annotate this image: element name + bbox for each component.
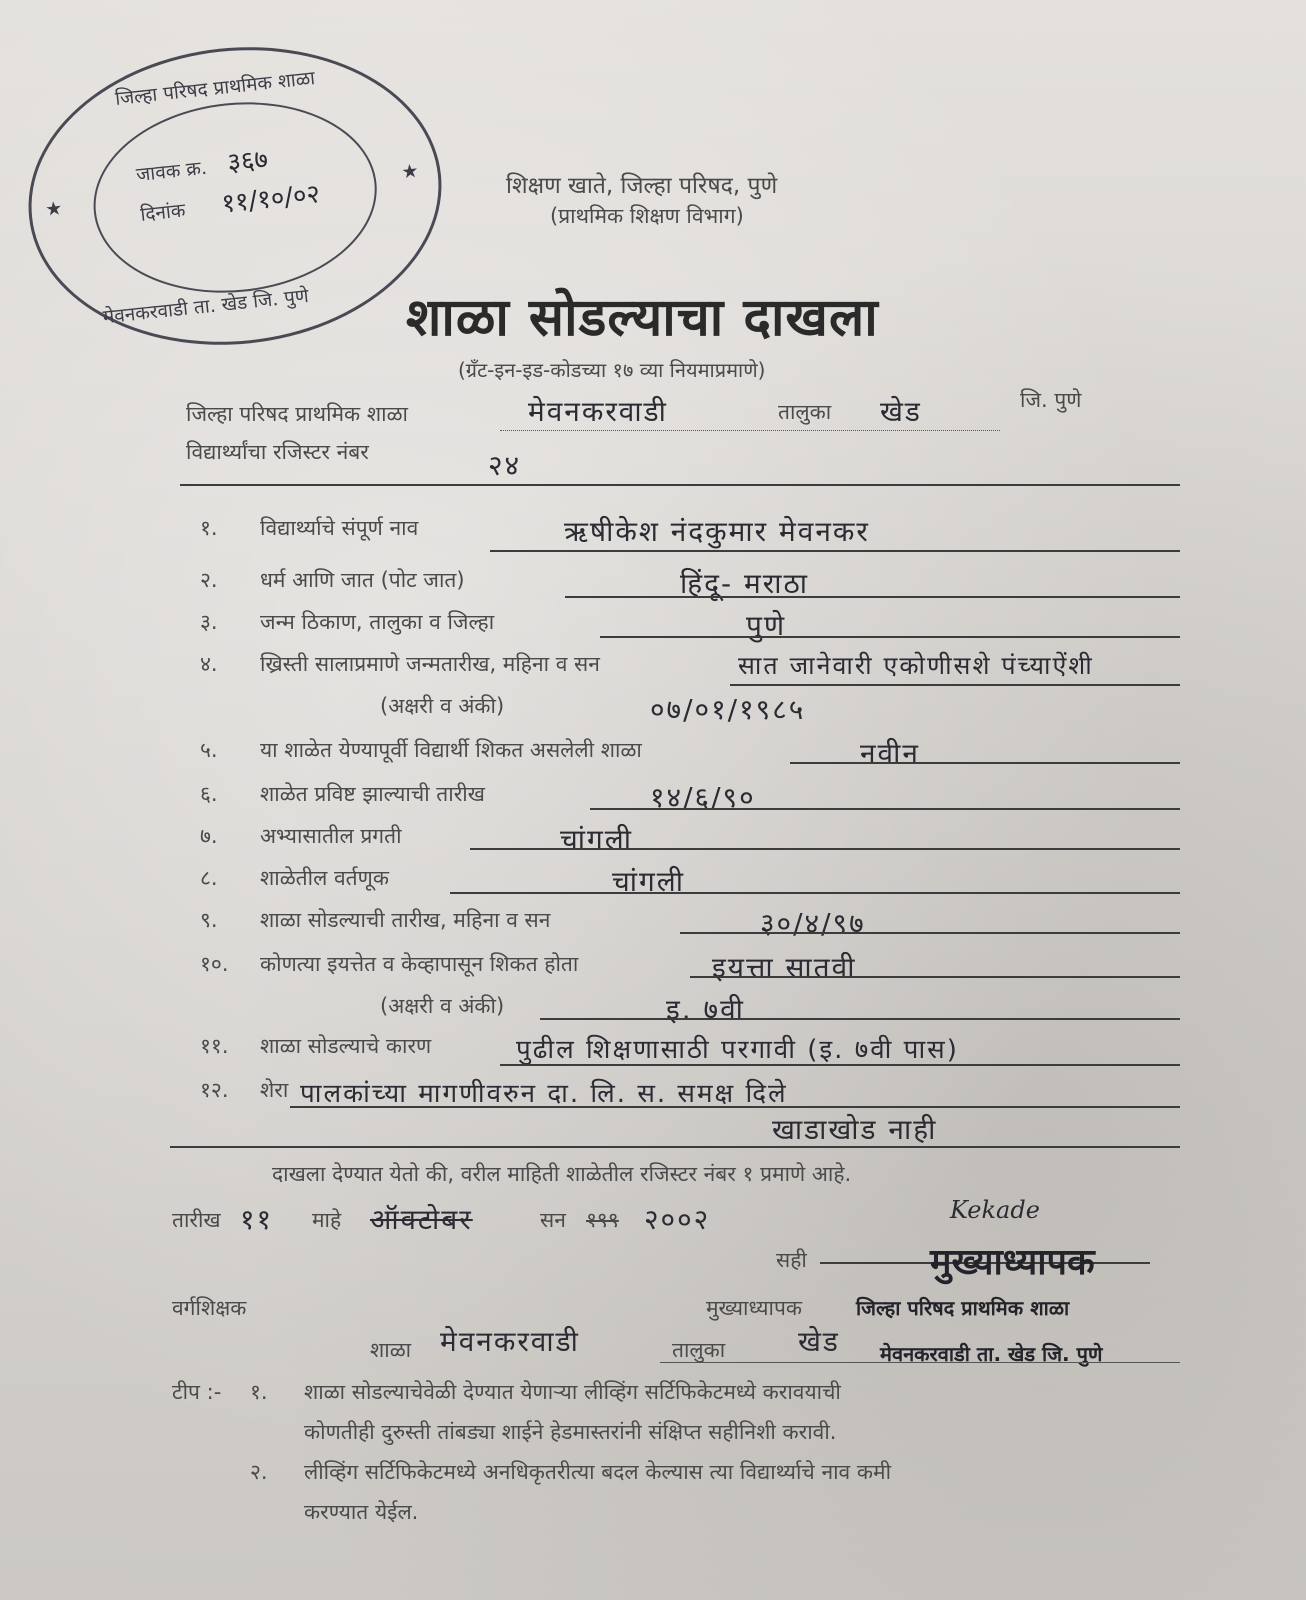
school-rubber-stamp-line1: जिल्हा परिषद प्राथमिक शाळा <box>856 1296 1070 1320</box>
rule-note: (ग्रँट-इन-इड-कोडच्या १७ व्या नियमाप्रमाणे) <box>458 358 766 382</box>
field-rule <box>450 892 1180 894</box>
field-value-birthdate-words: सात जानेवारी एकोणीसशे पंच्याऐंशी <box>738 651 1094 680</box>
note-2-line-2: करण्यात येईल. <box>304 1500 419 1524</box>
school-line-rule <box>500 430 1000 431</box>
taluka-value: खेड <box>880 395 922 428</box>
field-row-7 <box>200 822 402 850</box>
field-row-10b <box>200 992 504 1020</box>
field-row-4 <box>200 650 600 678</box>
field-number: १२. <box>200 1078 229 1102</box>
field-value-previous-school: नवीन <box>860 737 920 770</box>
field-row-12 <box>200 1076 288 1104</box>
field-number: ७. <box>200 824 218 848</box>
footer-taluka-label: तालुका <box>672 1338 726 1362</box>
field-rule <box>500 1064 1180 1066</box>
field-rule <box>565 596 1180 598</box>
sahi-label: सही <box>776 1248 807 1272</box>
field-value-admission-date: १४/६/९० <box>650 781 756 814</box>
register-label: विद्यार्थ्यांचा रजिस्टर नंबर <box>186 440 369 464</box>
date-label: तारीख <box>172 1208 221 1232</box>
handwritten-signature: Kekade <box>950 1196 1040 1224</box>
school-line-label: जिल्हा परिषद प्राथमिक शाळा <box>186 402 408 426</box>
field-value-reason: पुढील शिक्षणासाठी परगावी (इ. ७वी पास) <box>516 1035 959 1065</box>
stamp-date-value: ११/१०/०२ <box>220 179 322 220</box>
field-label: ख्रिस्ती सालाप्रमाणे जन्मतारीख, महिना व सन <box>260 652 600 676</box>
field-rule <box>600 636 1180 638</box>
field-number: १. <box>200 516 218 540</box>
field-row-10 <box>200 950 578 978</box>
field-rule <box>790 762 1180 764</box>
field-value-progress: चांगली <box>560 823 634 856</box>
class-teacher-label: वर्गशिक्षक <box>172 1296 247 1320</box>
field-number: ९. <box>200 908 218 932</box>
register-rule <box>180 484 1180 486</box>
stamp-date-label: दिनांक <box>139 199 187 226</box>
district-label: जि. पुणे <box>1020 388 1082 412</box>
field-value-standard-digits: इ. ७वी <box>666 993 745 1026</box>
field-label: या शाळेत येण्यापूर्वी विद्यार्थी शिकत असलेली शाळा <box>260 738 642 762</box>
field-row-5 <box>200 736 642 764</box>
field-rule <box>470 848 1180 850</box>
school-rubber-stamp-line2: मेवनकरवाडी ता. खेड जि. पुणे <box>880 1342 1103 1366</box>
field-value-religion: हिंदू- मराठा <box>680 567 809 600</box>
field-label: अभ्यासातील प्रगती <box>260 824 402 848</box>
field-value-standard-words: इयत्ता सातवी <box>712 951 857 984</box>
field-label: शाळेतील वर्तणूक <box>260 866 389 890</box>
field-rule <box>730 684 1180 686</box>
date-mahe-label: माहे <box>312 1208 342 1232</box>
field-value-remarks: पालकांच्या मागणीवरुन दा. लि. स. समक्ष दिले <box>300 1079 788 1109</box>
field-row-1 <box>200 514 418 542</box>
headmaster-rubber-stamp: मुख्याध्यापक <box>930 1242 1095 1283</box>
field-number: ८. <box>200 866 218 890</box>
field-value-birthplace: पुणे <box>746 609 787 642</box>
field-number: ५. <box>200 738 218 762</box>
field-label: विद्यार्थ्याचे संपूर्ण नाव <box>260 516 419 540</box>
note-2-line-1: लीव्हिंग सर्टिफिकेटमध्ये अनधिकृतरीत्या बदल केल्यास त्या विद्यार्थ्याचे नाव कमी <box>304 1460 892 1484</box>
note-1-number: १. <box>250 1380 268 1404</box>
department-heading: शिक्षण खाते, जिल्हा परिषद, पुणे <box>506 173 778 199</box>
date-struck-year: १९९ <box>586 1208 619 1232</box>
field-row-6 <box>200 780 485 808</box>
field-number: २. <box>200 568 218 592</box>
field-rule <box>490 550 1180 552</box>
headmaster-label: मुख्याध्यापक <box>706 1296 803 1320</box>
field-rule <box>290 1106 1180 1108</box>
field-number: ४. <box>200 652 218 676</box>
school-name-value: मेवनकरवाडी <box>528 395 668 428</box>
date-year: २००२ <box>644 1203 711 1236</box>
school-round-stamp <box>14 27 457 365</box>
note-1-line-1: शाळा सोडल्याचेवेळी देण्यात येणाऱ्या लीव्हिंग सर्टिफिकेटमध्ये करावयाची <box>304 1380 841 1404</box>
field-value-remarks-line2: खाडाखोड नाही <box>772 1113 938 1146</box>
field-value-birthdate-digits: ०७/०१/१९८५ <box>650 693 806 726</box>
taluka-label: तालुका <box>778 400 832 424</box>
field-row-9 <box>200 906 550 934</box>
field-row-2 <box>200 566 465 594</box>
stamp-top-text: जिल्हा परिषद प्राथमिक शाळा <box>114 67 317 110</box>
stamp-bottom-text: मेवनकरवाडी ता. खेड जि. पुणे <box>101 284 310 329</box>
field-rule <box>170 1146 1180 1148</box>
field-number: ३. <box>200 610 218 634</box>
field-value-name: ऋषीकेश नंदकुमार मेवनकर <box>564 515 870 548</box>
star-icon: ★ <box>44 197 64 221</box>
field-label: शाळा सोडल्याचे कारण <box>260 1034 432 1058</box>
field-label: (अक्षरी व अंकी) <box>380 994 505 1018</box>
star-icon: ★ <box>400 159 420 184</box>
notes-label: टीप :- <box>172 1380 222 1404</box>
field-label: कोणत्या इयत्तेत व केव्हापासून शिकत होता <box>260 952 579 976</box>
field-number: ६. <box>200 782 218 806</box>
page-title: शाळा सोडल्याचा दाखला <box>406 288 879 348</box>
register-value: २४ <box>488 449 522 482</box>
stamp-jawak-label: जावक क्र. <box>135 156 208 187</box>
date-san-label: सन <box>540 1208 566 1232</box>
field-label: शाळा सोडल्याची तारीख, महिना व सन <box>260 908 551 932</box>
field-rule <box>680 932 1180 934</box>
date-month: ऑक्टोबर <box>370 1203 473 1236</box>
field-rule <box>690 976 1180 978</box>
field-label: शाळेत प्रविष्ट झाल्याची तारीख <box>260 782 485 806</box>
field-number: ११. <box>200 1034 229 1058</box>
field-value-leaving-date: ३०/४/९७ <box>760 907 866 940</box>
note-1-line-2: कोणतीही दुरुस्ती तांबड्या शाईने हेडमास्तरांनी संक्षिप्त सहीनिशी करावी. <box>304 1420 837 1444</box>
certification-text: दाखला देण्यात येतो की, वरील माहिती शाळेतील रजिस्टर नंबर १ प्रमाणे आहे. <box>272 1162 852 1186</box>
field-row-3 <box>200 608 494 636</box>
field-row-4b <box>200 692 504 720</box>
field-label: शेरा <box>260 1078 289 1102</box>
division-heading: (प्राथमिक शिक्षण विभाग) <box>550 204 744 228</box>
field-rule <box>540 1018 1180 1020</box>
footer-taluka-value: खेड <box>798 1325 840 1358</box>
field-rule <box>590 808 1180 810</box>
field-number: १०. <box>200 952 229 976</box>
field-value-conduct: चांगली <box>612 865 686 898</box>
date-day: ११ <box>240 1203 274 1236</box>
field-label: (अक्षरी व अंकी) <box>380 694 505 718</box>
field-label: जन्म ठिकाण, तालुका व जिल्हा <box>260 610 495 634</box>
footer-rule <box>660 1362 1180 1363</box>
shala-value: मेवनकरवाडी <box>440 1325 580 1358</box>
field-row-8 <box>200 864 389 892</box>
field-row-11 <box>200 1032 431 1060</box>
note-2-number: २. <box>250 1460 268 1484</box>
stamp-jawak-value: ३६७ <box>226 144 270 179</box>
field-label: धर्म आणि जात (पोट जात) <box>260 568 465 592</box>
shala-label: शाळा <box>370 1338 412 1362</box>
